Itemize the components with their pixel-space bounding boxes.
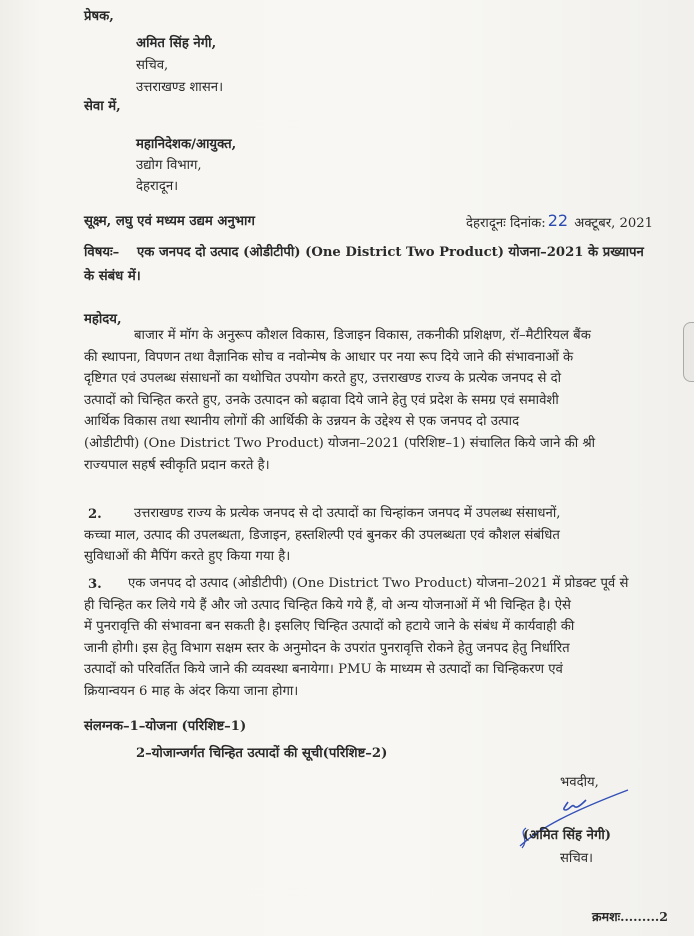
para1-line: की स्थापना, विपणन तथा वैज्ञानिक सोच व नवोन्मेष के आधार पर नया रूप दिये जाने की संभावनाओं के	[84, 349, 574, 365]
para3-line: ही चिन्हित कर लिये गये हैं और जो उत्पाद चिन्हित किये गये हैं, वो अन्य योजनाओं में भी चिन्हित है। ऐसे	[84, 597, 571, 613]
enclosure-line-1: संलग्नक–1–योजना (परिशिष्ट–1)	[84, 719, 247, 734]
section-name: सूक्ष्म, लघु एवं मध्यम उद्यम अनुभाग	[84, 214, 255, 229]
para1-line: (ओडीटीपी) (One District Two Product) योजना–2021 (परिशिष्ट–1) संचालित किये जाने की श्री	[84, 435, 596, 451]
sender-office: उत्तराखण्ड शासन।	[136, 80, 224, 95]
signatory-name: (अमित सिंह नेगी)	[523, 828, 612, 843]
paragraph-3	[84, 573, 674, 703]
subject-label: विषयः–	[84, 245, 120, 260]
recipient-department: उद्योग विभाग,	[136, 158, 202, 173]
sender-name: अमित सिंह नेगी,	[136, 36, 217, 51]
enclosure-line-2: 2–योजान्जर्गत चिन्हित उत्पादों की सूची(परिशिष्ट–2)	[136, 746, 388, 761]
paragraph-2	[84, 503, 674, 568]
salutation: महोदय,	[84, 312, 122, 327]
recipient-title: महानिदेशक/आयुक्त,	[136, 137, 237, 152]
para1-line: उत्पादों को चिन्हित करते हुए, उनके उत्पादन को बढ़ावा दिये जाने हेतु एवं प्रदेश के समग्र एवं समावेशी	[84, 392, 559, 408]
continuation-marker: क्रमशः.........2	[592, 909, 668, 924]
date-line	[466, 213, 653, 233]
para2-line: उत्तराखण्ड राज्य के प्रत्येक जनपद से दो उत्पादों का चिन्हांकन जनपद में उपलब्ध संसाधनों,	[134, 506, 561, 521]
valediction: भवदीय,	[560, 775, 599, 790]
para1-line: आर्थिक विकास तथा स्थानीय लोगों की आर्थिकी के उन्नयन के उद्देश्य से एक जनपद दो उत्पाद	[84, 414, 520, 430]
date-handwritten-day: 22	[547, 211, 569, 230]
para3-line: जानी होगी। इस हेतु विभाग सक्षम स्तर के अनुमोदन के उपरांत पुनरावृत्ति रोकने हेतु जनपद हेतु निर्धारित	[84, 640, 570, 656]
paragraph-1	[84, 325, 674, 476]
para2-line: सुविधाओं की मैपिंग करते हुए किया गया है।	[84, 549, 291, 565]
para2-number: 2.	[88, 507, 102, 522]
para1-line: बाजार में मॉग के अनुरूप कौशल विकास, डिजाइन विकास, तकनीकी प्रशिक्षण, रॉ–मैटीरियल बैंक	[134, 328, 591, 343]
para3-number: 3.	[88, 577, 102, 592]
subject-line-2: के संबंध में।	[84, 269, 141, 284]
page-edge-tab	[683, 322, 694, 382]
date-prefix: देहरादूनः दिनांक:	[466, 216, 546, 231]
para1-line: दृष्टिगत एवं उपलब्ध संसाधनों का यथोचित उपयोग करते हुए, उत्तराखण्ड राज्य के प्रत्येक जनपद से दो	[84, 371, 562, 387]
signatory-designation: सचिव।	[560, 851, 594, 866]
sender-designation: सचिव,	[136, 58, 169, 73]
subject-line-1: एक जनपद दो उत्पाद (ओडीटीपी) (One District Two Product) योजना–2021 के प्रख्यापन	[137, 245, 644, 260]
recipient-city: देहरादून।	[136, 179, 179, 194]
sender-heading: प्रेषक,	[84, 9, 114, 24]
para1-line: राज्यपाल सहर्ष स्वीकृति प्रदान करते है।	[84, 457, 270, 473]
para3-line: एक जनपद दो उत्पाद (ओडीटीपी) (One District Two Product) योजना–2021 में प्रोडक्ट पूर्व से	[128, 576, 629, 591]
para3-line: क्रियान्वयन 6 माह के अंदर किया जाना होगा।	[84, 683, 299, 699]
para3-line: में पुनरावृत्ति की संभावना बन सकती है। इसलिए चिन्हित उत्पादों को हटाये जाने के संबंध में कार्यवाही की	[84, 619, 575, 635]
recipient-heading: सेवा में,	[84, 99, 121, 114]
para3-line: उत्पादों को परिवर्तित किये जाने की व्यवस्था बनायेगा। PMU के माध्यम से उत्पादों का चिन्हिकरण एवं	[84, 662, 563, 678]
date-suffix: अक्टूबर, 2021	[574, 216, 654, 231]
para2-line: कच्चा माल, उत्पाद की उपलब्धता, डिजाइन, हस्तशिल्पी एवं बुनकर की उपलब्धता एवं कौशल संबंधित	[84, 527, 560, 543]
